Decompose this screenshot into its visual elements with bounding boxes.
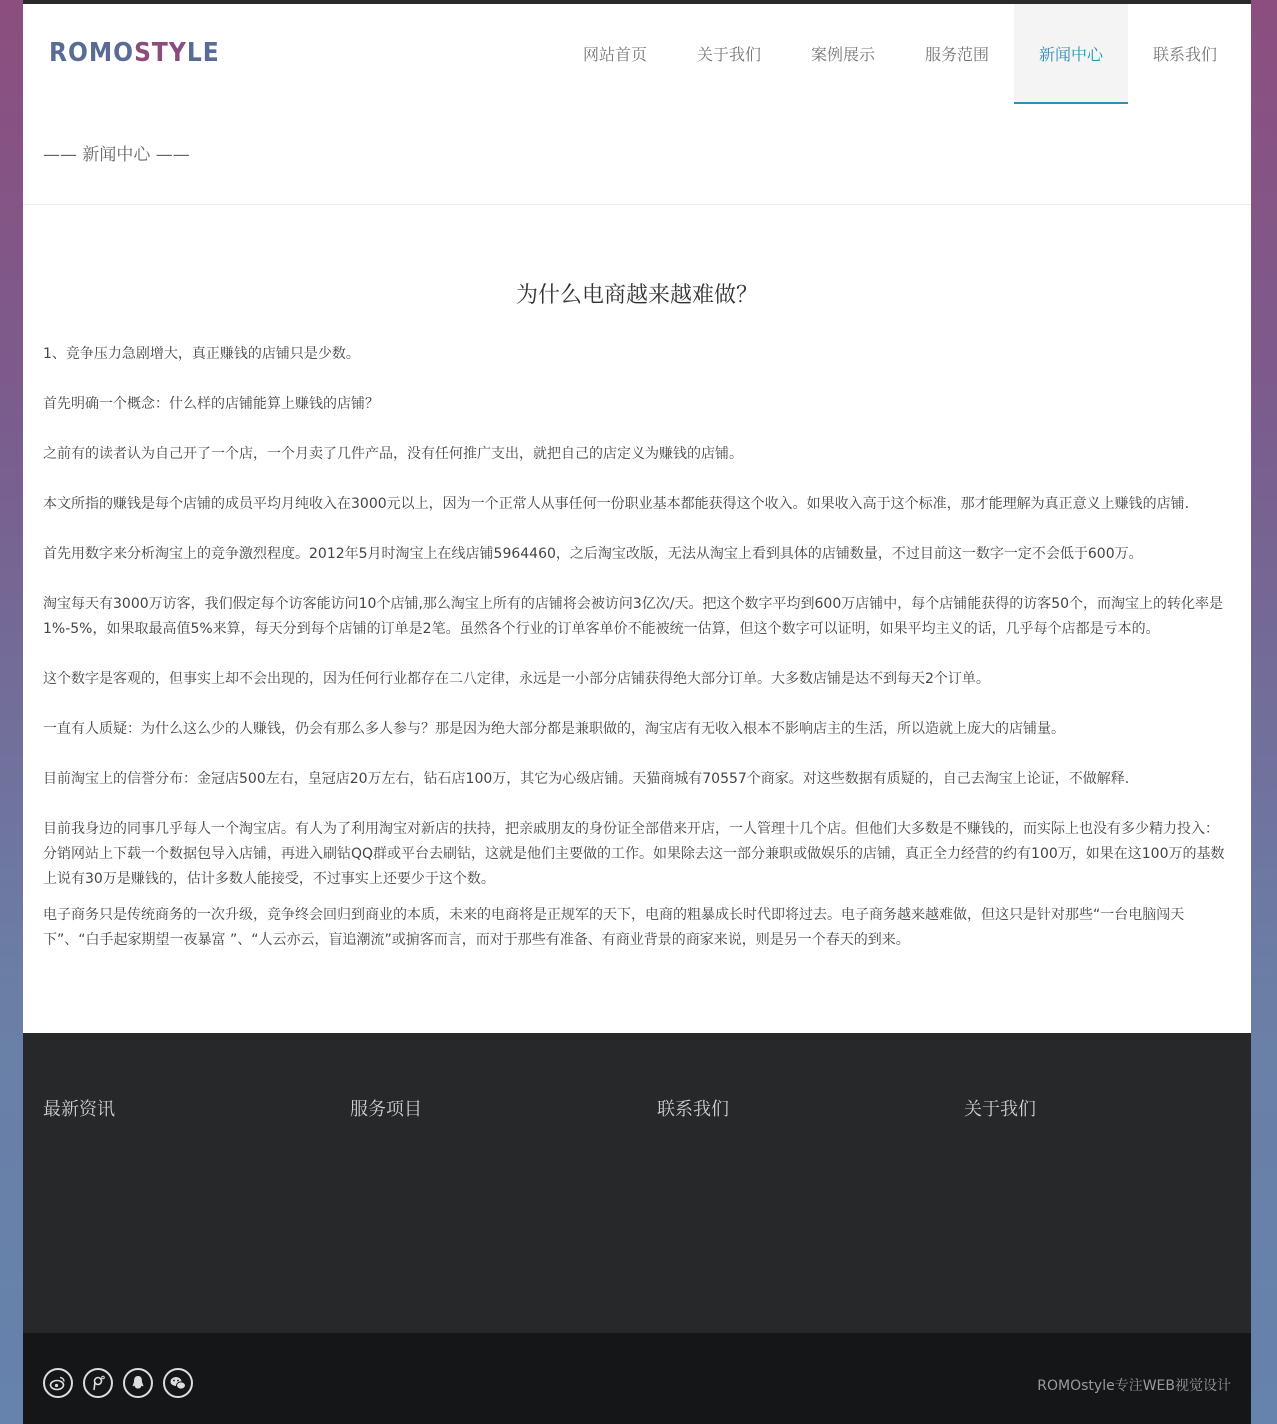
article-paragraph: 一直有人质疑：为什么这么少的人赚钱，仍会有那么多人参与？那是因为绝大部分都是兼职做的，淘宝店有无收入根本不影响店主的生活，所以造就上庞大的店铺量。 [43,721,1065,737]
logo[interactable]: ROMOSTYLE [49,38,220,68]
article-title: 为什么电商越来越难做？ [515,283,758,308]
weibo-icon[interactable] [43,1368,73,1398]
footer [23,1033,1251,1333]
wechat-icon[interactable] [163,1368,193,1398]
footer-col-about: 关于我们 [964,1099,1036,1120]
copyright: ROMOstyle专注WEB视觉设计 [1037,1378,1231,1394]
divider [23,204,1251,205]
article-paragraph: 目前我身边的同事几乎每人一个淘宝店。有人为了利用淘宝对新店的扶持，把亲戚朋友的身份证全部借来开店，一人管理十几个店。但他们大多数是不赚钱的，而实际上也没有多少精力投入：分销网站上下载一个数据包导入店铺，再进入刷钻QQ群或平台去刷钻，这就是他们主要做的工作。如果除去这一部分兼职或做娱乐的店铺，真正全力经营的约有100万，如果在这100万的基数上说有30万是赚钱的，估计多数人能接受，不过事实上还要少于这个数。 [43,821,1225,887]
article-paragraph: 本文所指的赚钱是每个店铺的成员平均月纯收入在3000元以上，因为一个正常人从事任何一份职业基本都能获得这个收入。如果收入高于这个标准，那才能理解为真正意义上赚钱的店铺. [43,496,1190,512]
nav-cases[interactable]: 案例展示 [810,44,875,64]
article-paragraph: 首先用数字来分析淘宝上的竞争激烈程度。2012年5月时淘宝上在线店铺5964460，之后淘宝改版，无法从淘宝上看到具体的店铺数量，不过目前这一数字一定不会低于600万。 [43,546,1143,562]
article-paragraph: 淘宝每天有3000万访客，我们假定每个访客能访问10个店铺,那么淘宝上所有的店铺将会被访问3亿次/天。把这个数字平均到600万店铺中，每个店铺能获得的访客50个，而淘宝上的转化率是1%-5%，如果取最高值5%来算，每天分到每个店铺的订单是2笔。虽然各个行业的订单客单价不能被统一估算，但这个数字可以证明，如果平均主义的话，几乎每个店都是亏本的。 [43,596,1224,637]
bottom-bar [23,1333,1251,1424]
article-paragraph: 之前有的读者认为自己开了一个店，一个月卖了几件产品，没有任何推广支出，就把自己的店定义为赚钱的店铺。 [43,446,743,462]
article-paragraph: 首先明确一个概念：什么样的店铺能算上赚钱的店铺？ [43,396,379,412]
article-paragraph: 目前淘宝上的信誉分布：金冠店500左右，皇冠店20万左右，钻石店100万，其它为心级店铺。天猫商城有70557个商家。对这些数据有质疑的，自己去淘宝上论证，不做解释. [43,771,1130,787]
article-paragraph: 这个数字是客观的，但事实上却不会出现的，因为任何行业都存在二八定律，永远是一小部分店铺获得绝大部分订单。大多数店铺是达不到每天2个订单。 [43,671,990,687]
footer-col-news: 最新资讯 [43,1099,115,1120]
nav-home[interactable]: 网站首页 [582,44,647,64]
footer-col-services: 服务项目 [350,1099,422,1120]
tencent-weibo-icon[interactable] [83,1368,113,1398]
nav-contact[interactable]: 联系我们 [1152,44,1217,64]
footer-col-contact: 联系我们 [657,1099,729,1120]
page [23,0,1251,1424]
article-body [43,342,1231,978]
section-heading: —— 新闻中心 —— [43,145,190,165]
article-paragraph: 电子商务只是传统商务的一次升级，竞争终会回归到商业的本质，未来的电商将是正规军的天下，电商的粗暴成长时代即将过去。电子商务越来越难做，但这只是针对那些“一台电脑闯天下”、“白手起家期望一夜暴富 ”、“人云亦云，盲追潮流”或掮客而言，而对于那些有准备、有商业背景的商家来说，则是另一个春天的到来。 [43,907,1185,948]
social-links [43,1368,193,1398]
nav-services[interactable]: 服务范围 [924,44,989,64]
nav-about[interactable]: 关于我们 [696,44,761,64]
qq-icon[interactable] [123,1368,153,1398]
article-paragraph: 1、竞争压力急剧增大，真正赚钱的店铺只是少数。 [43,346,360,362]
main-nav [558,4,1242,104]
nav-news[interactable]: 新闻中心 [1014,4,1128,104]
